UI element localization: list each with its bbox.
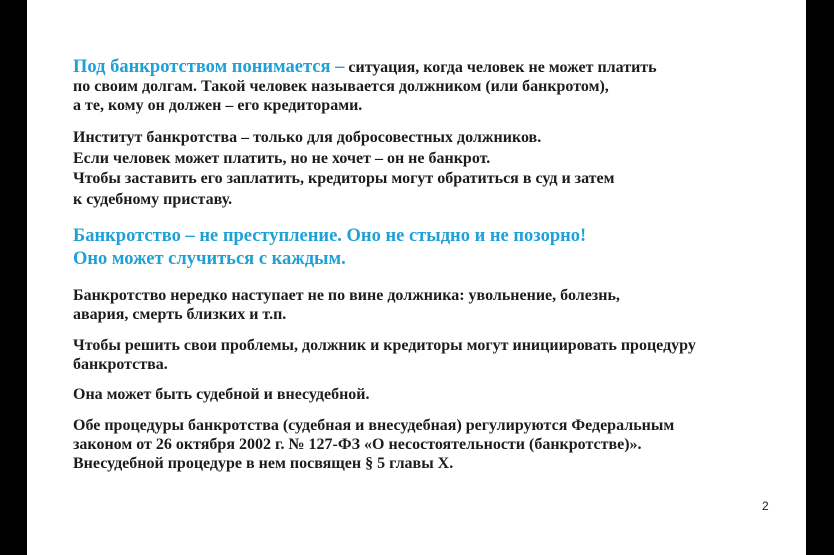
highlight-line-1: Банкротство – не преступление. Оно не стыдно и не позорно! xyxy=(73,226,587,246)
good-faith-line-1: Институт банкротства – только для добросовестных должников. xyxy=(73,129,542,146)
highlight-line-2: Оно может случиться с каждым. xyxy=(73,249,346,269)
highlight-paragraph xyxy=(73,225,586,271)
good-faith-line-2: Если человек может платить, но не хочет – он не банкрот. xyxy=(73,149,491,167)
law-reference-line-3: Внесудебной процедуре в нем посвящен § 5 главы X. xyxy=(73,455,454,472)
definition-lead: Под банкротством понимается – xyxy=(73,57,345,77)
page-number: 2 xyxy=(762,499,769,513)
definition-line-2: по своим долгам. Такой человек называется должником (или банкротом), xyxy=(73,78,609,95)
law-reference-paragraph xyxy=(73,416,674,473)
good-faith-line-4: к судебному приставу. xyxy=(73,190,233,208)
definition-line-1: ситуация, когда человек не может платить xyxy=(344,59,657,76)
definition-line-3: а те, кому он должен – его кредиторами. xyxy=(73,97,363,114)
initiation-paragraph xyxy=(73,336,696,374)
definition-paragraph xyxy=(73,58,657,115)
good-faith-paragraph xyxy=(73,128,615,210)
good-faith-line-3: Чтобы заставить его заплатить, кредиторы могут обратиться в суд и затем xyxy=(73,170,615,187)
causes-line-1: Банкротство нередко наступает не по вине должника: увольнение, болезнь, xyxy=(73,287,620,304)
law-reference-line-2: законом от 26 октября 2002 г. № 127-ФЗ «О несостоятельности (банкротстве)». xyxy=(73,436,642,453)
initiation-line-2: банкротства. xyxy=(73,356,168,373)
law-reference-line-1: Обе процедуры банкротства (судебная и внесудебная) регулируются Федеральным xyxy=(73,417,675,434)
procedure-types-line-1: Она может быть судебной и внесудебной. xyxy=(73,386,370,403)
procedure-types-paragraph xyxy=(73,385,370,404)
initiation-line-1: Чтобы решить свои проблемы, должник и кредиторы могут инициировать процедуру xyxy=(73,337,696,354)
causes-paragraph xyxy=(73,286,620,324)
causes-line-2: авария, смерть близких и т.п. xyxy=(73,306,287,323)
slide-page xyxy=(27,0,806,555)
